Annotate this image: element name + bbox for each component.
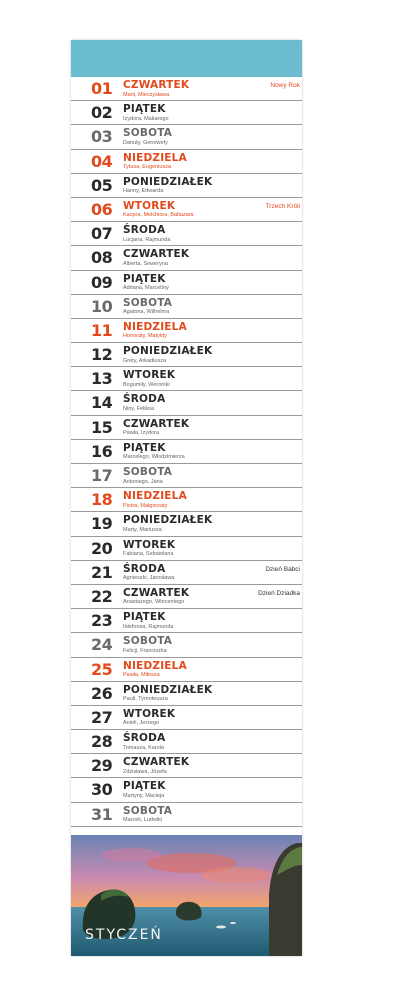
weekday-name: SOBOTA <box>123 635 173 648</box>
weekday-name: WTOREK <box>123 199 176 212</box>
day-row <box>71 609 302 633</box>
day-number: 14 <box>91 393 113 413</box>
weekday-name: CZWARTEK <box>123 417 190 430</box>
day-row <box>71 150 302 174</box>
day-number: 29 <box>91 756 113 776</box>
name-days: Agatona, Wilhelma <box>123 309 170 316</box>
name-days: Tytusa, Eugeniusza <box>123 164 172 171</box>
day-row <box>71 367 302 391</box>
holiday-label: Dzień Dziadka <box>258 589 300 597</box>
weekday-name: WTOREK <box>123 707 176 720</box>
day-row <box>71 633 302 657</box>
day-number: 12 <box>91 345 113 365</box>
weekday-name: NIEDZIELA <box>123 490 187 503</box>
day-row <box>71 198 302 222</box>
weekday-name: SOBOTA <box>123 127 173 140</box>
name-days: Piotra, Małgorzaty <box>123 502 168 509</box>
day-number: 09 <box>91 272 113 292</box>
weekday-name: ŚRODA <box>123 224 166 237</box>
name-days: Danuty, Genowefy <box>123 139 168 146</box>
day-row <box>71 343 302 367</box>
name-days: Alberta, Seweryna <box>123 260 168 267</box>
day-row <box>71 537 302 561</box>
weekday-name: CZWARTEK <box>123 586 190 599</box>
day-row <box>71 271 302 295</box>
weekday-name: PONIEDZIAŁEK <box>123 514 213 527</box>
day-row <box>71 174 302 198</box>
day-number: 21 <box>91 562 113 582</box>
day-number: 05 <box>91 175 113 195</box>
weekday-name: SOBOTA <box>123 296 173 309</box>
day-row <box>71 754 302 778</box>
day-row <box>71 246 302 270</box>
name-days: Marty, Mariusza <box>123 526 162 533</box>
weekday-name: PONIEDZIAŁEK <box>123 345 213 358</box>
day-row <box>71 512 302 536</box>
name-days: Felicji, Franciszka <box>123 647 167 654</box>
day-number: 24 <box>91 635 113 655</box>
day-row <box>71 464 302 488</box>
day-number: 11 <box>91 320 113 340</box>
weekday-name: SOBOTA <box>123 466 173 478</box>
day-number: 16 <box>91 441 113 461</box>
day-number: 02 <box>91 103 113 123</box>
day-number: 31 <box>91 804 113 824</box>
day-row <box>71 391 302 415</box>
day-number: 17 <box>91 466 113 485</box>
day-number: 03 <box>91 127 113 147</box>
day-number: 18 <box>91 490 113 510</box>
month-name: STYCZEŃ <box>85 927 163 943</box>
name-days: Tomasza, Karola <box>123 744 164 751</box>
name-days: Marii, Mieczysława <box>123 91 170 98</box>
name-days: Pawła, Miłosza <box>123 672 160 678</box>
holiday-label: Dzień Babci <box>265 565 300 573</box>
weekday-name: PONIEDZIAŁEK <box>123 683 213 696</box>
day-row <box>71 440 302 464</box>
weekday-name: NIEDZIELA <box>123 659 187 672</box>
day-row <box>71 585 302 609</box>
day-number: 23 <box>91 611 113 631</box>
day-number: 28 <box>91 732 113 752</box>
weekday-name: PONIEDZIAŁEK <box>123 175 213 188</box>
weekday-name: PIĄTEK <box>123 780 166 793</box>
weekday-name: ŚRODA <box>123 732 166 745</box>
name-days: Pauli, Tymoteusza <box>123 696 168 703</box>
name-days: Antoniego, Jana <box>123 478 163 485</box>
name-days: Kacpra, Melchiora, Baltazara <box>123 212 194 219</box>
name-days: Marceli, Ludwiki <box>123 817 163 824</box>
day-number: 01 <box>91 79 113 98</box>
day-row <box>71 803 302 827</box>
weekday-name: PIĄTEK <box>123 611 166 624</box>
name-days: Fabiana, Sebastiana <box>123 551 174 558</box>
name-days: Anastazego, Wincentego <box>123 599 185 606</box>
day-row <box>71 488 302 512</box>
day-number: 22 <box>91 586 113 606</box>
day-row <box>71 730 302 754</box>
weekday-name: PIĄTEK <box>123 103 166 116</box>
name-days: Bogumiły, Weroniki <box>123 381 170 388</box>
month-photo <box>71 835 302 956</box>
name-days: Lucjana, Rajmunda <box>123 236 171 243</box>
name-days: Ildefonsa, Rajmunda <box>123 623 174 630</box>
holiday-label: Trzech Króli <box>265 202 300 210</box>
day-row <box>71 295 302 319</box>
day-row <box>71 222 302 246</box>
name-days: Hanny, Edwarda <box>123 188 164 195</box>
weekday-name: CZWARTEK <box>123 79 190 91</box>
day-number: 13 <box>91 369 113 389</box>
day-number: 08 <box>91 248 113 268</box>
holiday-label: Nowy Rok <box>270 82 300 89</box>
day-number: 20 <box>91 538 113 558</box>
day-row <box>71 319 302 343</box>
weekday-name: CZWARTEK <box>123 756 190 769</box>
day-list <box>71 77 302 827</box>
day-number: 10 <box>91 296 113 316</box>
weekday-name: WTOREK <box>123 369 176 382</box>
weekday-name: PIĄTEK <box>123 441 166 454</box>
day-number: 30 <box>91 780 113 800</box>
weekday-name: NIEDZIELA <box>123 151 187 164</box>
top-color-band <box>71 40 302 77</box>
calendar-page <box>71 40 302 956</box>
weekday-name: PIĄTEK <box>123 272 166 285</box>
day-row <box>71 682 302 706</box>
weekday-name: ŚRODA <box>123 562 166 575</box>
name-days: Adriana, Marcelíny <box>123 285 169 291</box>
day-number: 06 <box>91 199 113 219</box>
weekday-name: WTOREK <box>123 538 176 551</box>
name-days: Pawła, Izydora <box>123 430 160 437</box>
day-row <box>71 778 302 802</box>
name-days: Martyny, Macieja <box>123 792 165 799</box>
day-row <box>71 561 302 585</box>
day-row <box>71 706 302 730</box>
day-number: 26 <box>91 683 113 703</box>
weekday-name: ŚRODA <box>123 393 166 406</box>
weekday-name: CZWARTEK <box>123 248 190 261</box>
name-days: Grety, Arkadiusza <box>123 357 166 364</box>
name-days: Zdzisława, Józefa <box>123 768 167 775</box>
day-row <box>71 77 302 101</box>
day-number: 07 <box>91 224 113 244</box>
name-days: Honoraty, Matyldy <box>123 333 167 340</box>
day-number: 25 <box>91 659 113 679</box>
name-days: Niny, Feliksa <box>123 405 155 412</box>
day-number: 04 <box>91 151 113 171</box>
day-row <box>71 101 302 125</box>
name-days: Anieli, Jerzego <box>123 720 160 727</box>
day-row <box>71 658 302 682</box>
day-row <box>71 125 302 149</box>
day-number: 19 <box>91 514 113 534</box>
day-number: 15 <box>91 417 113 437</box>
name-days: Agnieszki, Jarosława <box>123 575 175 582</box>
day-row <box>71 416 302 440</box>
name-days: Marcelego, Włodzimierza <box>123 454 185 461</box>
name-days: Izydora, Makarego <box>123 115 169 122</box>
weekday-name: NIEDZIELA <box>123 320 187 333</box>
weekday-name: SOBOTA <box>123 804 173 817</box>
day-number: 27 <box>91 707 113 727</box>
